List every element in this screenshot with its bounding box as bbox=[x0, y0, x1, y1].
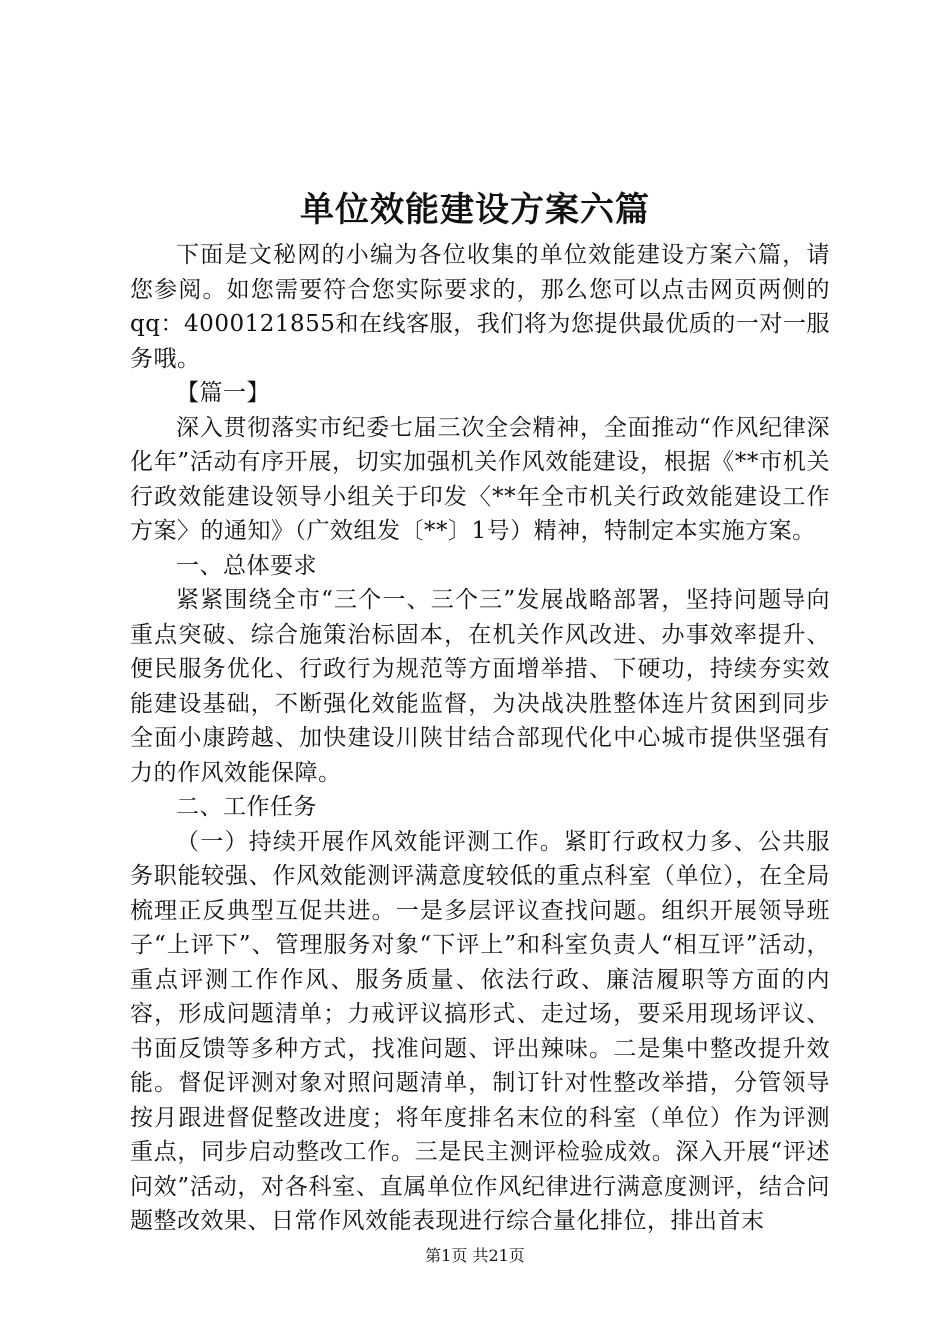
document-title: 单位效能建设方案六篇 bbox=[300, 190, 650, 230]
body-paragraph-1: 深入贯彻落实市纪委七届三次全会精神，全面推动“作风纪律深化年”活动有序开展，切实加强机关作风效能建设，根据《**市机关行政效能建设领导小组关于印发〈**年全市机关行政效能建设工作方案〉的通知》（广效组发〔**〕1号）精神，特制定本实施方案。 bbox=[130, 414, 830, 544]
heading-work-tasks: 二、工作任务 bbox=[176, 794, 317, 820]
heading-general-requirements: 一、总体要求 bbox=[176, 552, 317, 579]
body-paragraph-2: 紧紧围绕全市“三个一、三个三”发展战略部署，坚持问题导向重点突破、综合施策治标固本，在机关作风改进、办事效率提升、便民服务优化、行政行为规范等方面增举措、下硬功，持续夯实效能建设基础，不断强化效能监督，为决战决胜整体连片贫困到同步全面小康跨越、加快建设川陕甘结合部现代化中心城市提供坚强有力的作风效能保障。 bbox=[130, 587, 830, 786]
page-footer: 第1页 共21页 bbox=[425, 1246, 525, 1265]
section-label: 【篇一】 bbox=[176, 380, 270, 406]
document-body bbox=[130, 238, 830, 1239]
body-paragraph-3: （一）持续开展作风效能评测工作。紧盯行政权力多、公共服务职能较强、作风效能测评满意度较低的重点科室（单位），在全局梳理正反典型互促共进。一是多层评议查找问题。组织开展领导班子“上评下”、管理服务对象“下评上”和科室负责人“相互评”活动，重点评测工作作风、服务质量、依法行政、廉洁履职等方面的内容，形成问题清单；力戒评议搞形式、走过场，要采用现场评议、书面反馈等多种方式，找准问题、评出辣味。二是集中整改提升效能。督促评测对象对照问题清单，制订针对性整改举措，分管领导按月跟进督促整改进度；将年度排名末位的科室（单位）作为评测重点，同步启动整改工作。三是民主测评检验成效。深入开展“评述问效”活动，对各科室、直属单位作风纪律进行满意度测评，结合问题整改效果、日常作风效能表现进行综合量化排位，排出首末 bbox=[130, 828, 830, 1234]
intro-paragraph: 下面是文秘网的小编为各位收集的单位效能建设方案六篇，请您参阅。如您需要符合您实际要求的，那么您可以点击网页两侧的qq：4000121855和在线客服，我们将为您提供最优质的一对一服务哦。 bbox=[130, 242, 830, 372]
